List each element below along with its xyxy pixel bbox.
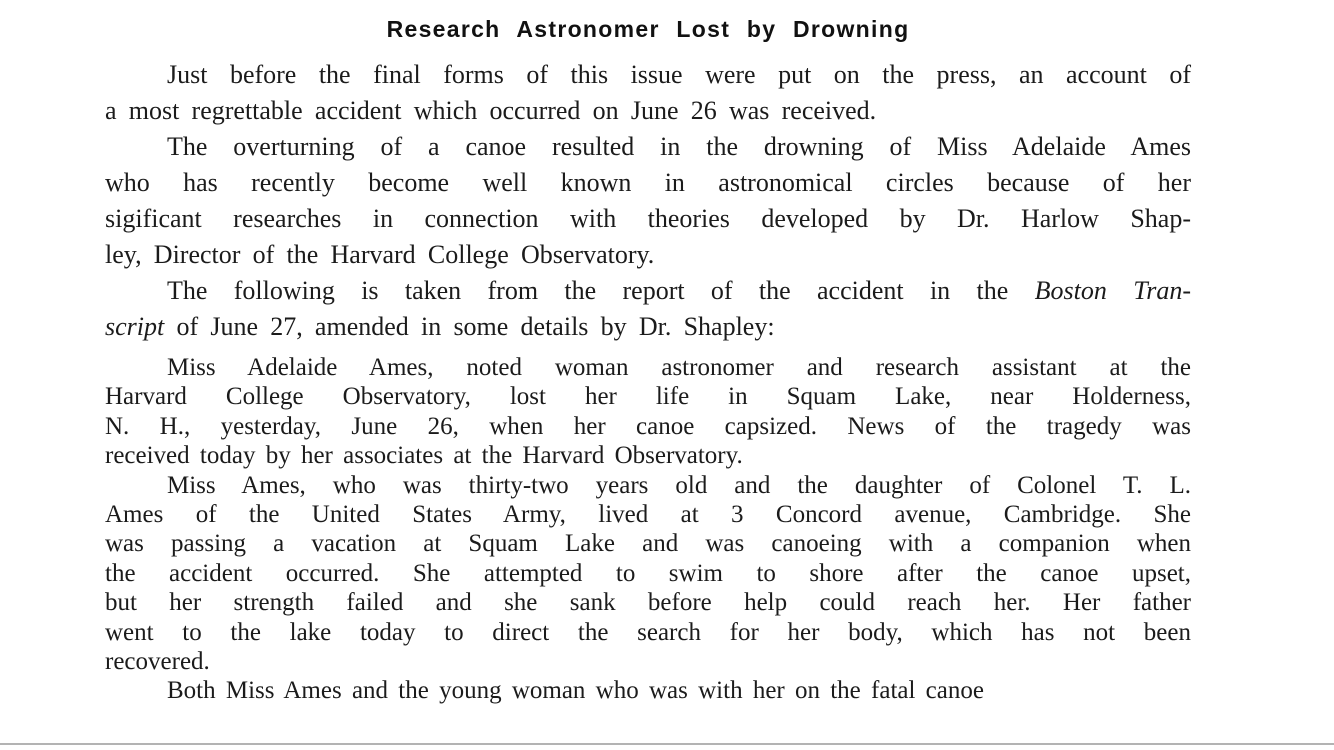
intro-section	[105, 57, 1191, 345]
text-line: The overturning of a canoe resulted in the drowning of Miss Adelaide Ames	[167, 132, 1191, 161]
text-line: Ames of the United States Army, lived at 3 Concord avenue, Cambridge. She	[105, 501, 1191, 529]
text-line: Both Miss Ames and the young woman who was with her on the fatal canoe	[167, 677, 984, 705]
text-line: script of June 27, amended in some details by Dr. Shapley:	[105, 312, 775, 341]
text-line: who has recently become well known in astronomical circles because of her	[105, 168, 1191, 197]
report-paragraph-2	[105, 471, 1191, 677]
text-line: but her strength failed and she sank before help could reach her. Her father	[105, 589, 1191, 617]
text-line: Harvard College Observatory, lost her life in Squam Lake, near Holderness,	[105, 383, 1191, 411]
text-line: a most regrettable accident which occurred on June 26 was received.	[105, 96, 877, 125]
text-line: Miss Adelaide Ames, noted woman astronomer and research assistant at the	[167, 354, 1191, 381]
text-line: was passing a vacation at Squam Lake and was canoeing with a companion when	[105, 530, 1191, 558]
text-line: recovered.	[105, 648, 210, 676]
article	[105, 0, 1191, 706]
text-line: received today by her associates at the Harvard Observatory.	[105, 442, 743, 470]
page-bottom-rule	[0, 743, 1334, 745]
text-line: went to the lake today to direct the search for her body, which has not been	[105, 618, 1191, 646]
intro-paragraph-2	[105, 129, 1191, 273]
text-line: Miss Ames, who was thirty-two years old and the daughter of Colonel T. L.	[167, 471, 1191, 499]
quoted-report-section	[105, 353, 1191, 706]
text-line: ley, Director of the Harvard College Observatory.	[105, 240, 655, 269]
intro-paragraph-3	[105, 273, 1191, 345]
text-line: The following is taken from the report of the accident in the Boston Tran-	[167, 276, 1192, 305]
text-line: the accident occurred. She attempted to swim to shore after the canoe upset,	[105, 559, 1191, 587]
report-paragraph-1	[105, 353, 1191, 471]
article-title: Research Astronomer Lost by Drowning	[386, 16, 910, 42]
text-line: N. H., yesterday, June 26, when her canoe capsized. News of the tragedy was	[105, 412, 1191, 440]
report-paragraph-3	[105, 676, 1191, 705]
intro-paragraph-1	[105, 57, 1191, 129]
text-line: Just before the final forms of this issue were put on the press, an account of	[167, 60, 1191, 89]
text-line: sigificant researches in connection with theories developed by Dr. Harlow Shap-	[105, 204, 1191, 233]
